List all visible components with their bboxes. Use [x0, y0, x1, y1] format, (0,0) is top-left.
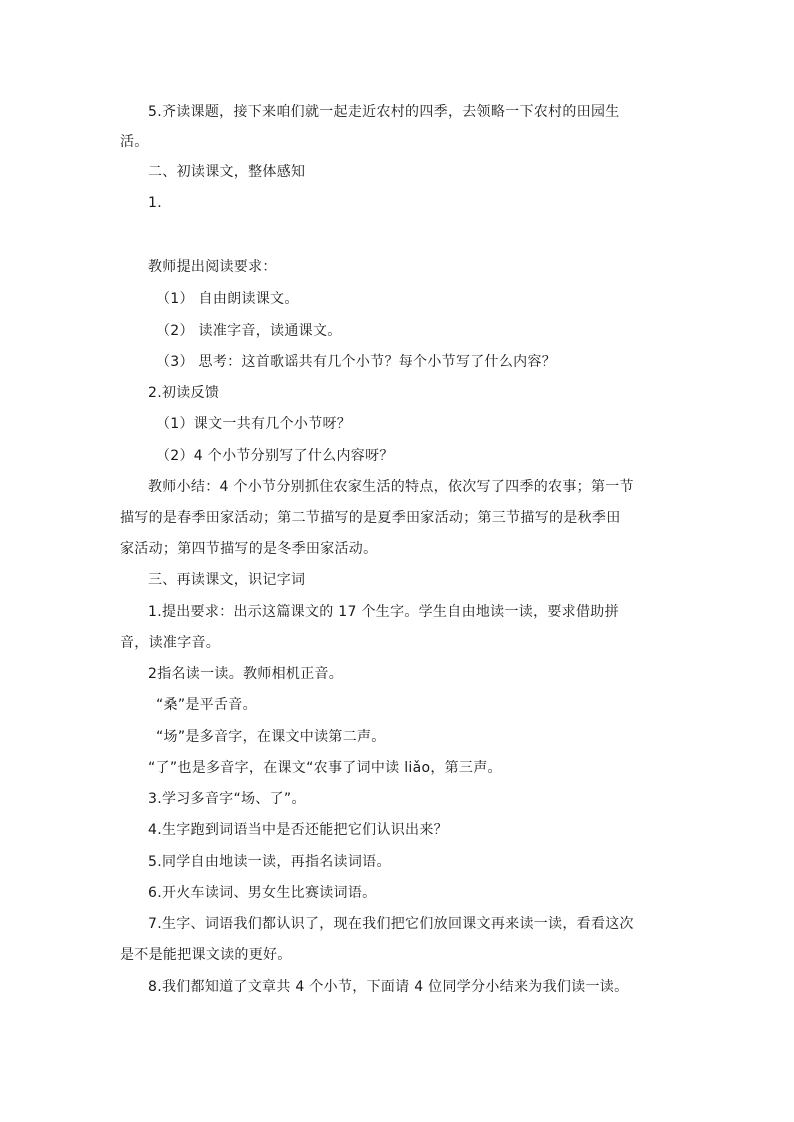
paragraph-line: 教师小结：4 个小节分别抓住农家生活的特点，依次写了四季的农事；第一节 [148, 479, 634, 495]
paragraph-line: “了”也是多音字，在课文“农事了词中读 liǎo，第三声。 [148, 760, 502, 776]
paragraph-line: 5.齐读课题，接下来咱们就一起走近农村的四季，去领略一下农村的田园生 [148, 104, 620, 120]
list-item: （2） 读准字音，读通课文。 [156, 323, 342, 339]
section-heading: 二、初读课文，整体感知 [148, 164, 306, 180]
list-item: 2.初读反馈 [148, 385, 220, 401]
list-item: 8.我们都知道了文章共 4 个小节，下面请 4 位同学分小结来为我们读一读。 [148, 979, 629, 995]
list-item: 7.生字、词语我们都认识了，现在我们把它们放回课文再来读一读，看看这次 [148, 916, 634, 932]
paragraph-line: “桑”是平舌音。 [156, 697, 257, 713]
paragraph-line: 描写的是春季田家活动；第二节描写的是夏季田家活动；第三节描写的是秋季田 [120, 510, 621, 526]
list-item: 6.开火车读词、男女生比赛读词语。 [148, 885, 377, 901]
list-item: 3.学习多音字“场、了”。 [148, 791, 306, 807]
section-heading: 三、再读课文，识记字词 [148, 572, 306, 588]
list-item: 1. [148, 195, 162, 211]
list-item: （1） 自由朗读课文。 [156, 291, 299, 307]
list-item: （1）课文一共有几个小节呀？ [156, 416, 352, 432]
list-item: 1.提出要求：出示这篇课文的 17 个生字。学生自由地读一读，要求借助拼 [148, 604, 619, 620]
list-item: 5.同学自由地读一读，再指名读词语。 [148, 854, 391, 870]
paragraph-line: 教师提出阅读要求： [148, 259, 277, 275]
paragraph-line: 家活动；第四节描写的是冬季田家活动。 [120, 541, 378, 557]
list-item: 4.生字跑到词语当中是否还能把它们认识出来？ [148, 822, 448, 838]
paragraph-line: 活。 [120, 134, 149, 150]
list-item: （3） 思考：这首歌谣共有几个小节？每个小节写了什么内容？ [156, 354, 557, 370]
paragraph-line: 音，读准字音。 [120, 635, 221, 651]
paragraph-line: 是不是能把课文读的更好。 [120, 947, 292, 963]
paragraph-line: “场”是多音字，在课文中读第二声。 [156, 729, 386, 745]
list-item: 2指名读一读。教师相机正音。 [148, 666, 344, 682]
list-item: （2）4 个小节分别写了什么内容呀？ [156, 448, 394, 464]
